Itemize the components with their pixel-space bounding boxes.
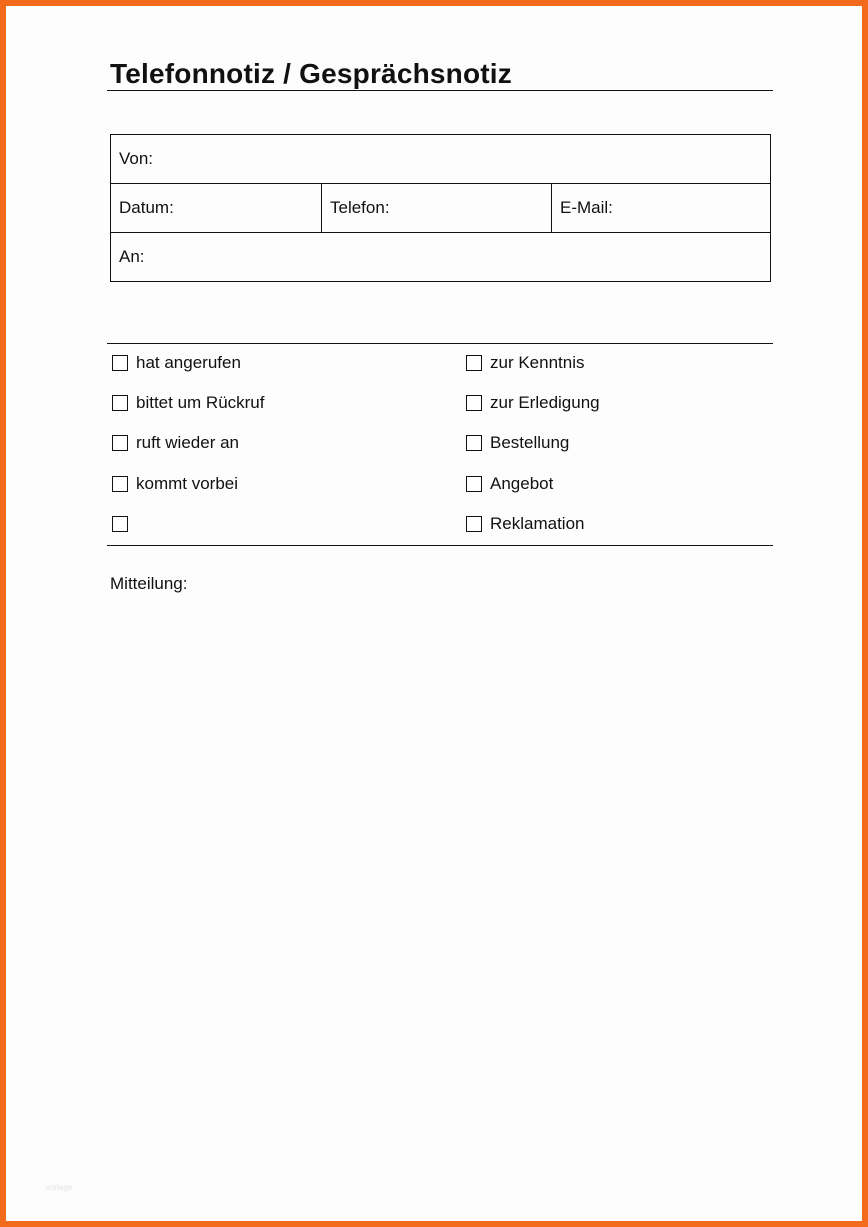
checkbox[interactable] bbox=[112, 355, 128, 371]
field-email[interactable] bbox=[552, 184, 771, 233]
option-zur-kenntnis[interactable] bbox=[466, 353, 585, 373]
option-label: kommt vorbei bbox=[136, 474, 239, 493]
option-label: bittet um Rückruf bbox=[136, 393, 265, 412]
option-label: hat angerufen bbox=[136, 353, 241, 372]
checkbox[interactable] bbox=[466, 355, 482, 371]
field-von-label: Von: bbox=[119, 149, 154, 168]
checkbox[interactable] bbox=[466, 395, 482, 411]
options-top-rule bbox=[107, 343, 773, 344]
field-email-label: E-Mail: bbox=[560, 198, 613, 217]
option-label: Bestellung bbox=[490, 433, 570, 452]
field-an-label: An: bbox=[119, 247, 145, 266]
checkbox[interactable] bbox=[112, 395, 128, 411]
option-label: Reklamation bbox=[490, 514, 585, 533]
field-telefon[interactable] bbox=[322, 184, 552, 233]
message-label: Mitteilung: bbox=[110, 574, 188, 593]
option-label: zur Erledigung bbox=[490, 393, 600, 412]
checkbox[interactable] bbox=[466, 435, 482, 451]
field-telefon-label: Telefon: bbox=[330, 198, 390, 217]
options-bottom-rule bbox=[107, 545, 773, 546]
option-ruft-wieder-an[interactable] bbox=[112, 433, 239, 453]
option-angebot[interactable] bbox=[466, 474, 553, 494]
option-zur-erledigung[interactable] bbox=[466, 393, 600, 413]
field-datum-label: Datum: bbox=[119, 198, 174, 217]
field-an[interactable] bbox=[111, 233, 771, 282]
title-underline bbox=[107, 90, 773, 91]
field-datum[interactable] bbox=[111, 184, 322, 233]
option-kommt-vorbei[interactable] bbox=[112, 474, 238, 494]
field-von[interactable] bbox=[111, 135, 771, 184]
option-bittet-um-rueckruf[interactable] bbox=[112, 393, 265, 413]
option-label: zur Kenntnis bbox=[490, 353, 585, 372]
option-label: Angebot bbox=[490, 474, 554, 493]
checkbox[interactable] bbox=[466, 476, 482, 492]
page-title: Telefonnotiz / Gesprächsnotiz bbox=[110, 58, 512, 89]
contact-info-table bbox=[110, 134, 771, 282]
checkbox[interactable] bbox=[112, 435, 128, 451]
checkbox[interactable] bbox=[112, 476, 128, 492]
option-hat-angerufen[interactable] bbox=[112, 353, 241, 373]
checkbox[interactable] bbox=[466, 516, 482, 532]
checkbox[interactable] bbox=[112, 516, 128, 532]
option-label: ruft wieder an bbox=[136, 433, 239, 452]
option-bestellung[interactable] bbox=[466, 433, 569, 453]
option-reklamation[interactable] bbox=[466, 514, 585, 534]
option-blank[interactable] bbox=[112, 514, 136, 534]
watermark: vorlage bbox=[46, 1183, 73, 1192]
